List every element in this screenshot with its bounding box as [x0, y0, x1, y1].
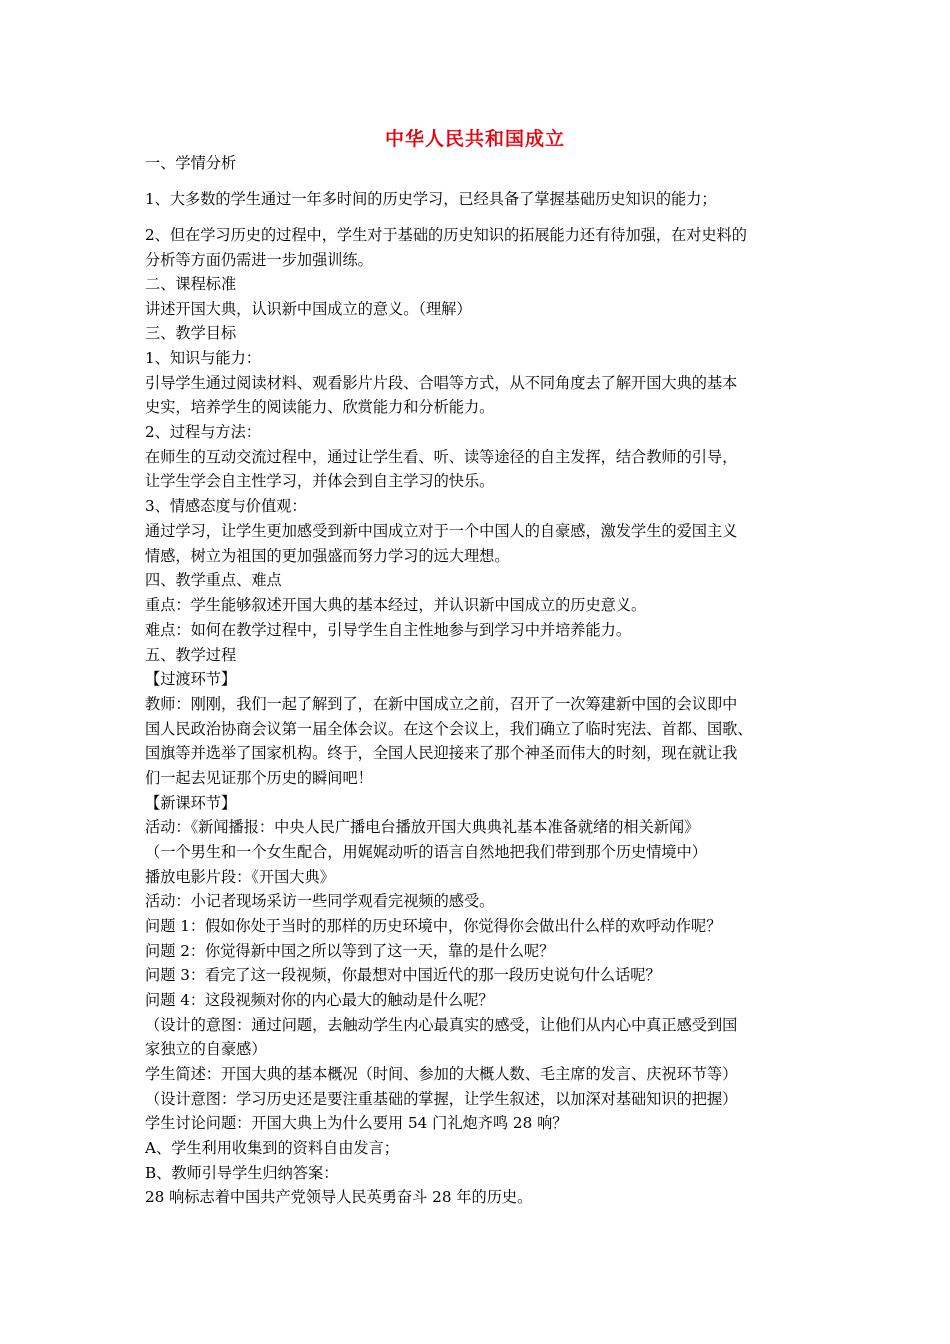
paragraph-line: A、学生利用收集到的资料自由发言； — [145, 1139, 399, 1157]
paragraph-line: 学生讨论问题：开国大典上为什么要用 54 门礼炮齐鸣 28 响？ — [145, 1114, 568, 1132]
paragraph-line: 们一起去见证那个历史的瞬间吧！ — [145, 769, 373, 787]
paragraph-line: 播放电影片段：《开国大典》 — [145, 868, 335, 886]
question-line: 问题 2：你觉得新中国之所以等到了这一天，靠的是什么呢？ — [145, 942, 555, 960]
paragraph-line: 分析等方面仍需进一步加强训练。 — [145, 251, 373, 269]
section-heading-4: 四、教学重点、难点 — [145, 571, 282, 589]
section-heading-3: 三、教学目标 — [145, 324, 237, 342]
subheading: 1、知识与能力： — [145, 349, 261, 367]
page-title: 中华人民共和国成立 — [384, 128, 565, 150]
paragraph-line: 通过学习，让学生更加感受到新中国成立对于一个中国人的自豪感，激发学生的爱国主义 — [145, 522, 738, 540]
paragraph-line: B、教师引导学生归纳答案： — [145, 1164, 339, 1182]
paragraph-line: （设计的意图：通过问题，去触动学生内心最真实的感受，让他们从内心中真正感受到国 — [145, 1016, 738, 1034]
paragraph-line: 情感，树立为祖国的更加强盛而努力学习的远大理想。 — [145, 547, 510, 565]
paragraph-line: 家独立的自豪感） — [145, 1040, 267, 1058]
paragraph-line: 学生简述：开国大典的基本概况（时间、参加的大概人数、毛主席的发言、庆祝环节等） — [145, 1065, 738, 1083]
paragraph-line: 活动：《新闻播报：中央人民广播电台播放开国大典典礼基本准备就绪的相关新闻》 — [145, 818, 700, 836]
paragraph-line: 1、大多数的学生通过一年多时间的历史学习，已经具备了掌握基础历史知识的能力； — [145, 190, 717, 208]
section-heading-5: 五、教学过程 — [145, 646, 237, 664]
paragraph-line: （设计意图：学习历史还是要注重基础的掌握，让学生叙述，以加深对基础知识的把握） — [145, 1090, 738, 1108]
paragraph-line: （一个男生和一个女生配合，用娓娓动听的语言自然地把我们带到那个历史情境中） — [145, 843, 707, 861]
question-line: 问题 1：假如你处于当时的那样的历史环境中，你觉得你会做出什么样的欢呼动作呢？ — [145, 917, 722, 935]
paragraph-line: 史实，培养学生的阅读能力、欣赏能力和分析能力。 — [145, 398, 495, 416]
paragraph-line: 国人民政治协商会议第一届全体会议。在这个会议上，我们确立了临时宪法、首都、国歌、 — [145, 720, 753, 738]
subheading: 2、过程与方法： — [145, 423, 261, 441]
paragraph-line: 引导学生通过阅读材料、观看影片片段、合唱等方式，从不同角度去了解开国大典的基本 — [145, 374, 738, 392]
paragraph-line: 2、但在学习历史的过程中，学生对于基础的历史知识的拓展能力还有待加强，在对史料的 — [145, 226, 747, 244]
paragraph-line: 活动：小记者现场采访一些同学观看完视频的感受。 — [145, 892, 495, 910]
paragraph-line: 教师：刚刚，我们一起了解到了，在新中国成立之前，召开了一次筹建新中国的会议即中 — [145, 695, 738, 713]
question-line: 问题 3：看完了这一段视频，你最想对中国近代的那一段历史说句什么话呢？ — [145, 966, 661, 984]
paragraph-line: 让学生学会自主性学习，并体会到自主学习的快乐。 — [145, 472, 495, 490]
paragraph-line: 难点：如何在教学过程中，引导学生自主性地参与到学习中并培养能力。 — [145, 621, 631, 639]
paragraph-line: 28 响标志着中国共产党领导人民英勇奋斗 28 年的历史。 — [145, 1188, 533, 1206]
paragraph-line: 国旗等并选举了国家机构。终于，全国人民迎接来了那个神圣而伟大的时刻，现在就让我 — [145, 744, 738, 762]
paragraph-line: 重点：学生能够叙述开国大典的基本经过，并认识新中国成立的历史意义。 — [145, 596, 647, 614]
bracket-heading: 【新课环节】 — [145, 794, 237, 812]
subheading: 3、情感态度与价值观： — [145, 497, 307, 515]
section-heading-2: 二、课程标准 — [145, 275, 237, 293]
bracket-heading: 【过渡环节】 — [145, 670, 237, 688]
question-line: 问题 4：这段视频对你的内心最大的触动是什么呢？ — [145, 991, 494, 1009]
section-heading-1: 一、学情分析 — [145, 154, 237, 172]
paragraph-line: 在师生的互动交流过程中，通过让学生看、听、读等途径的自主发挥，结合教师的引导， — [145, 448, 738, 466]
paragraph-line: 讲述开国大典，认识新中国成立的意义。（理解） — [145, 300, 472, 318]
